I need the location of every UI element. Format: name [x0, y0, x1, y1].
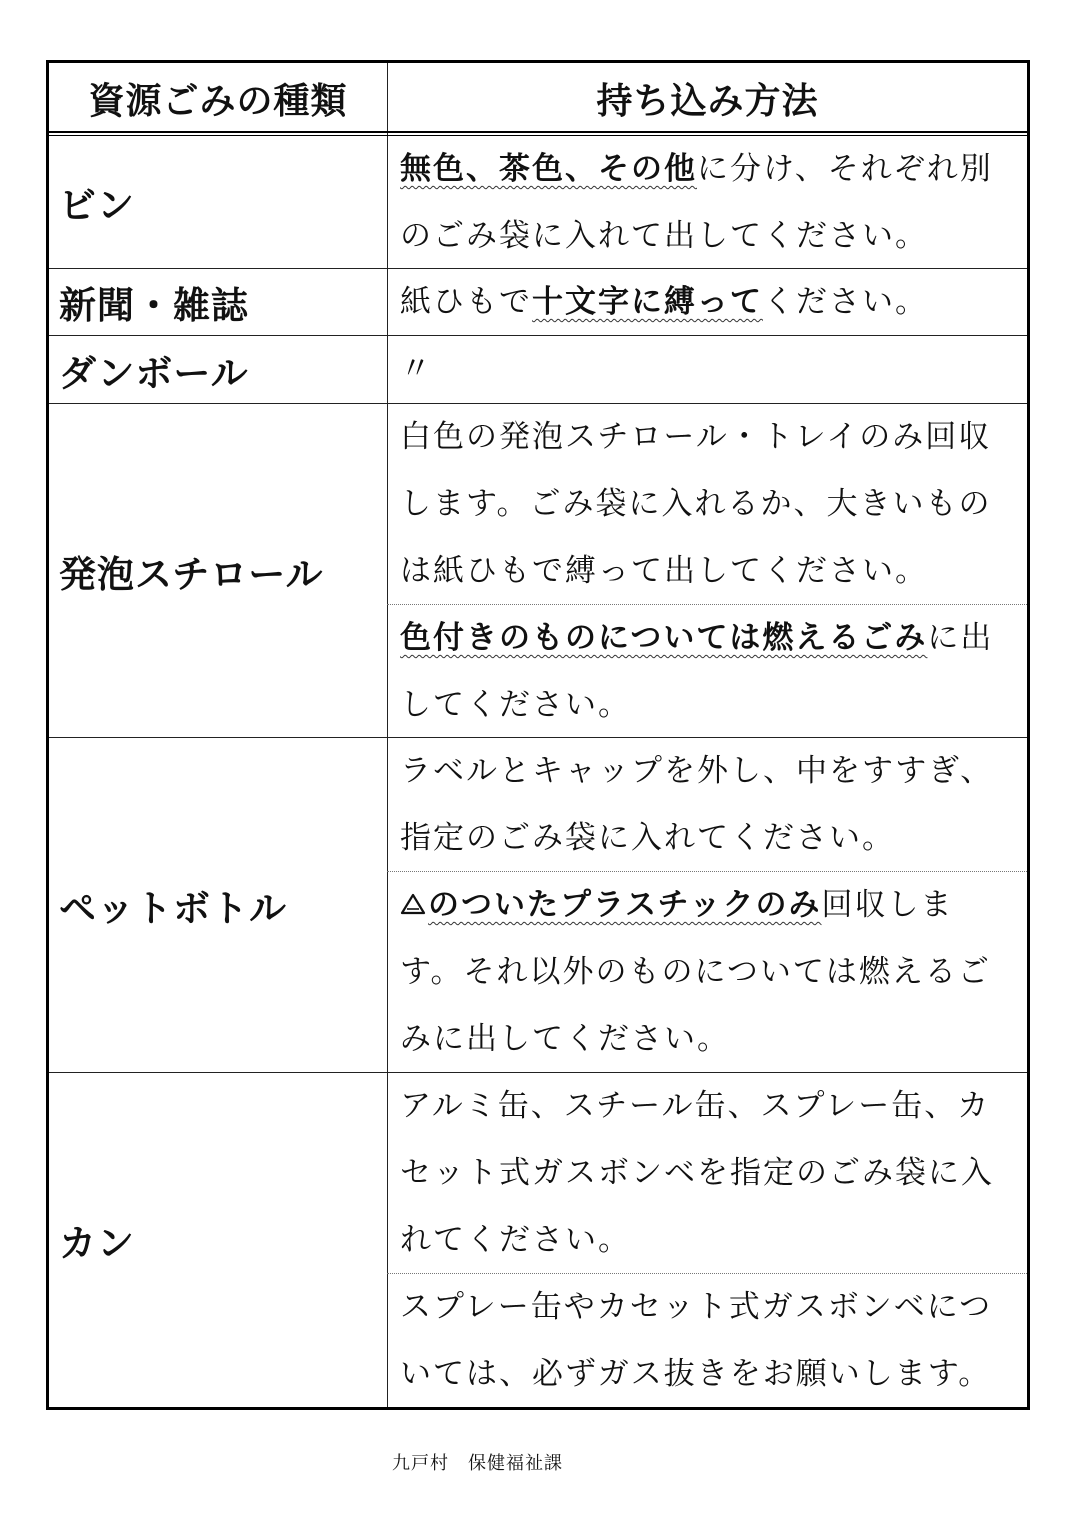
method-newspaper-pre: 紙ひもで — [400, 284, 532, 320]
type-pet-bottle: ペットボトル — [59, 887, 287, 930]
method-styrofoam-2 — [400, 605, 1000, 739]
header-method: 持ち込み方法 — [596, 80, 819, 122]
type-can: カン — [59, 1222, 135, 1265]
method-newspaper-text: ください。 — [763, 284, 928, 320]
recycling-table — [46, 60, 1030, 1410]
method-styrofoam-emphasis: 色付きのものについては燃えるごみ — [400, 620, 928, 656]
method-pet-emphasis: のついたプラスチックのみ — [428, 887, 822, 923]
header-type: 資源ごみの種類 — [88, 80, 348, 122]
method-pet-2 — [400, 872, 1000, 1073]
method-newspaper-emphasis: 十文字に縛って — [532, 284, 763, 320]
type-styrofoam: 発泡スチロール — [59, 552, 324, 596]
method-bin-text: に分け、それぞれ別のごみ袋に入れて出してください。 — [400, 151, 993, 254]
method-newspaper — [400, 269, 1000, 336]
method-bin-emphasis: 無色、茶色、その他 — [400, 151, 697, 187]
method-cardboard: 〃 — [400, 351, 433, 387]
method-bin — [400, 136, 1000, 270]
method-styrofoam-1: 白色の発泡スチロール・トレイのみ回収します。ごみ袋に入れるか、大きいものは紙ひもで縛って出してください。 — [400, 419, 992, 589]
type-newspaper: 新聞・雑誌 — [59, 284, 249, 327]
method-pet-emphasis-wrap — [400, 887, 822, 923]
type-cardboard: ダンボール — [59, 351, 249, 395]
column-divider — [387, 63, 388, 1407]
method-can-2: スプレー缶やカセット式ガスボンベについては、必ずガス抜きをお願いします。 — [400, 1289, 993, 1392]
pla-recycle-mark-icon — [400, 893, 426, 917]
method-pet-text: 回収します。それ以外のものについては燃えるごみに出してください。 — [400, 887, 991, 1057]
method-pet-1: ラベルとキャップを外し、中をすすぎ、指定のごみ袋に入れてください。 — [400, 753, 994, 856]
type-bin: ビン — [59, 184, 135, 227]
method-styrofoam-text: に出してください。 — [400, 620, 994, 723]
footer-department: 九戸村 保健福祉課 — [392, 1453, 563, 1474]
method-can-1: アルミ缶、スチール缶、スプレー缶、カセット式ガスボンベを指定のごみ袋に入れてください。 — [400, 1088, 994, 1258]
